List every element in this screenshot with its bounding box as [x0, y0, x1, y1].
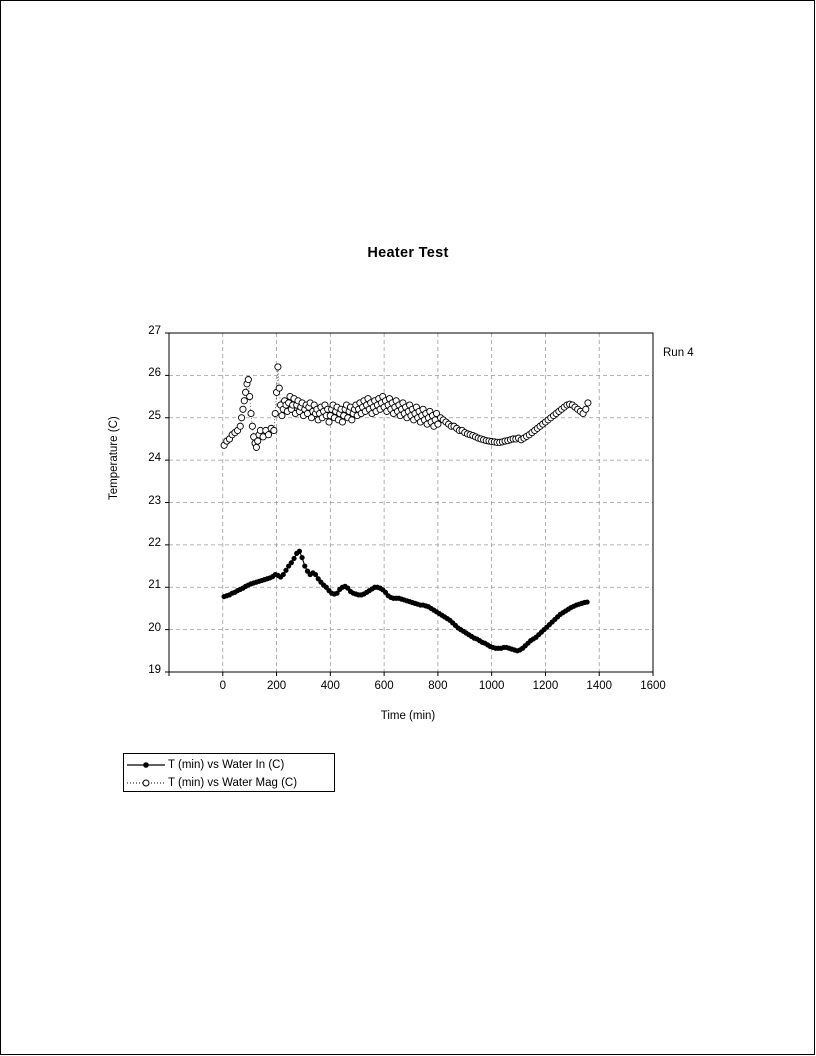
y-tick-label: 20 — [148, 621, 161, 634]
x-tick-label: 200 — [266, 680, 287, 692]
y-tick-label: 21 — [148, 579, 161, 592]
legend-entry — [124, 755, 336, 774]
x-tick-label: 1600 — [640, 680, 666, 692]
legend-label: T (min) vs Water In (C) — [168, 758, 285, 771]
legend-label: T (min) vs Water Mag (C) — [168, 776, 298, 789]
y-tick-label: 24 — [148, 452, 161, 465]
legend-marker-open-circle — [124, 774, 168, 792]
y-tick-label: 27 — [148, 325, 161, 337]
y-axis-label: Temperature (C) — [108, 416, 120, 500]
y-tick-label: 19 — [148, 664, 161, 676]
run-annotation: Run 4 — [663, 347, 694, 359]
x-tick-label: 1000 — [478, 680, 505, 692]
y-tick-label: 26 — [148, 367, 161, 380]
x-tick-label: 1400 — [586, 680, 613, 692]
legend-entry — [124, 773, 336, 792]
x-axis-label: Time (min) — [380, 710, 436, 722]
y-tick-label: 23 — [148, 494, 161, 507]
chart-legend — [123, 753, 335, 792]
legend-marker-filled-circle — [124, 756, 168, 774]
x-tick-label: 800 — [428, 680, 448, 692]
chart-title: Heater Test — [367, 245, 449, 261]
x-tick-label: 0 — [219, 680, 226, 692]
x-tick-label: 600 — [374, 680, 394, 692]
y-tick-label: 25 — [148, 409, 161, 422]
x-tick-label: 400 — [320, 680, 340, 692]
x-tick-label: 1200 — [532, 680, 559, 692]
y-tick-label: 22 — [148, 536, 161, 549]
